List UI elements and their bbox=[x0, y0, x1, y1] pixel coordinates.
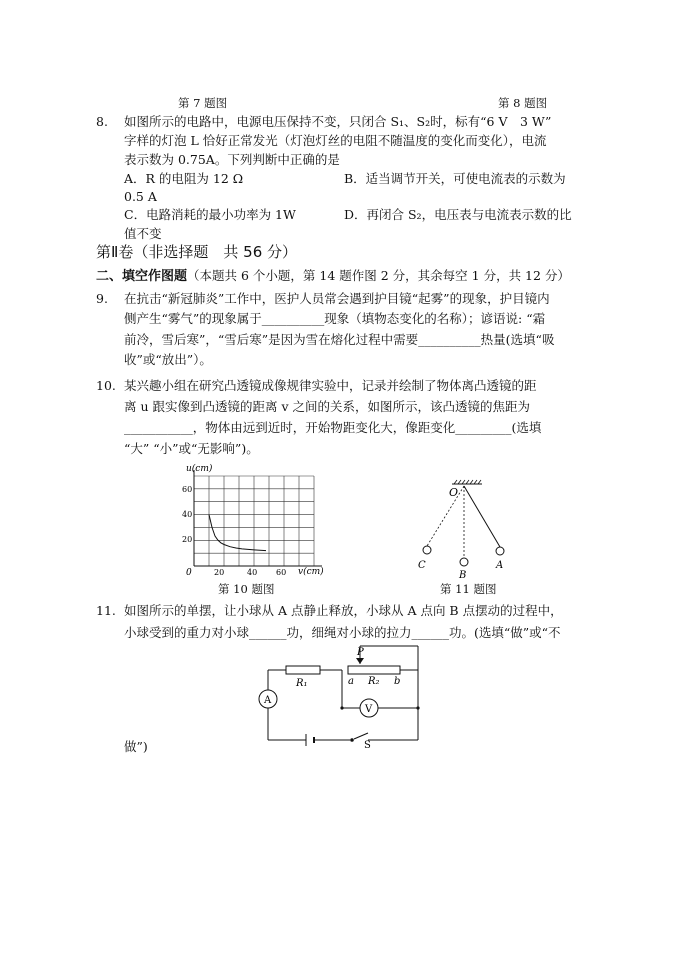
fig7-caption: 第 7 题图 bbox=[178, 96, 228, 110]
q9-line3: 前冷，雪后寒”，“雪后寒”是因为雪在熔化过程中需要__________热量(选填“吸 bbox=[124, 332, 555, 347]
q8-option-b: B．适当调节开关，可使电流表的示数为 bbox=[344, 171, 566, 186]
section2-label: 二、填空作图题 bbox=[96, 269, 188, 284]
uv-x-tick-0: 0 bbox=[186, 568, 192, 578]
ammeter-label: A bbox=[264, 695, 272, 706]
q9-line1: 在抗击“新冠肺炎”工作中，医护人员常会遇到护目镜“起雾”的现象，护目镜内 bbox=[124, 291, 550, 306]
label-a: A bbox=[496, 560, 504, 571]
junction-right bbox=[416, 706, 419, 709]
q8-number: 8. bbox=[96, 114, 108, 129]
label-a-end: a bbox=[348, 676, 354, 687]
pendulum-hatching bbox=[454, 480, 481, 484]
fig10-caption: 第 10 题图 bbox=[218, 582, 275, 596]
section2-note: （本题共 6 个小题，第 14 题作图 2 分，其余每空 1 分，共 12 分） bbox=[187, 268, 570, 283]
q11-line3: 做”) bbox=[124, 739, 148, 754]
label-b: B bbox=[459, 570, 467, 581]
fig8-caption: 第 8 题图 bbox=[498, 96, 548, 110]
uv-x-tick-20: 20 bbox=[214, 568, 225, 577]
part2-title: 第Ⅱ卷（非选择题 共 56 分） bbox=[96, 243, 298, 261]
q8-stem-line1: 如图所示的电路中，电源电压保持不变，只闭合 S₁、S₂时，标有“6 V 3 W” bbox=[124, 114, 552, 129]
q8-option-d-cont: 值不变 bbox=[124, 226, 162, 241]
q9-line4: 收”或“放出”）。 bbox=[124, 352, 212, 367]
uv-x-tick-40: 40 bbox=[247, 568, 258, 577]
junction-left bbox=[340, 706, 343, 709]
q9-number: 9. bbox=[96, 291, 108, 306]
resistor-r1 bbox=[286, 666, 320, 674]
q11-number: 11. bbox=[96, 603, 116, 618]
q11-line1: 如图所示的单摆，让小球从 A 点静止释放，小球从 A 点向 B 点摆动的过程中， bbox=[124, 603, 563, 618]
label-p: P bbox=[357, 647, 364, 658]
section2-heading bbox=[96, 266, 570, 286]
uv-xlabel: v(cm) bbox=[298, 567, 324, 577]
label-r1: R₁ bbox=[296, 678, 308, 689]
uv-y-tick-40: 40 bbox=[182, 510, 193, 519]
q10-line2: 离 u 跟实像到凸透镜的距离 v 之间的关系，如图所示，该凸透镜的焦距为 bbox=[124, 399, 531, 414]
q8-option-b-cont: 0.5 A bbox=[124, 189, 157, 204]
uv-ylabel: u(cm) bbox=[186, 464, 213, 474]
label-r2: R₂ bbox=[368, 676, 380, 687]
q10-line4: “大” “小”或“无影响”)。 bbox=[124, 441, 259, 456]
uv-x-tick-60: 60 bbox=[276, 568, 287, 577]
rheostat-r2 bbox=[348, 666, 400, 674]
label-c: C bbox=[418, 560, 426, 571]
q8-option-d: D．再闭合 S₂，电压表与电流表示数的比 bbox=[344, 207, 572, 222]
q8-option-a: A．R 的电阻为 12 Ω bbox=[124, 171, 244, 186]
label-b-end: b bbox=[394, 676, 401, 687]
q10-number: 10. bbox=[96, 378, 116, 393]
uv-curve bbox=[209, 515, 266, 551]
q8-option-c: C．电路消耗的最小功率为 1W bbox=[124, 207, 296, 222]
ball-a bbox=[496, 547, 504, 555]
q9-line2: 侧产生“雾气”的现象属于__________现象（填物态变化的名称）；谚语说: “霜 bbox=[124, 311, 546, 326]
circuit-wires bbox=[268, 646, 418, 740]
fig11-caption: 第 11 题图 bbox=[440, 582, 497, 596]
string-to-a bbox=[464, 486, 500, 547]
pendulum-figure bbox=[412, 478, 522, 582]
label-o: O bbox=[449, 486, 459, 499]
q8-stem-line2: 字样的灯泡 L 恰好正常发光（灯泡灯丝的电阻不随温度的变化而变化），电流 bbox=[124, 133, 547, 148]
q10-line1: 某兴趣小组在研究凸透镜成像规律实验中，记录并绘制了物体离凸透镜的距 bbox=[124, 378, 537, 393]
uv-y-tick-20: 20 bbox=[182, 535, 193, 544]
circuit-figure bbox=[250, 642, 430, 750]
q11-line2: 小球受到的重力对小球______功，细绳对小球的拉力______功。(选填“做”或“不 bbox=[124, 625, 561, 640]
ball-c bbox=[423, 546, 431, 554]
uv-graph bbox=[180, 462, 330, 582]
uv-y-tick-60: 60 bbox=[182, 485, 193, 494]
switch-pivot bbox=[350, 738, 354, 742]
voltmeter-label: V bbox=[365, 704, 373, 715]
uv-grid bbox=[194, 476, 314, 566]
ball-b bbox=[460, 558, 468, 566]
string-to-c bbox=[427, 486, 464, 546]
q8-stem-line3: 表示数为 0.75A。下列判断中正确的是 bbox=[124, 152, 340, 167]
slider-p-arrow bbox=[356, 658, 364, 664]
q10-line3: ___________，物体由远到近时，开始物距变化大，像距变化_________(选填 bbox=[124, 420, 542, 435]
switch-label: S bbox=[364, 740, 371, 750]
